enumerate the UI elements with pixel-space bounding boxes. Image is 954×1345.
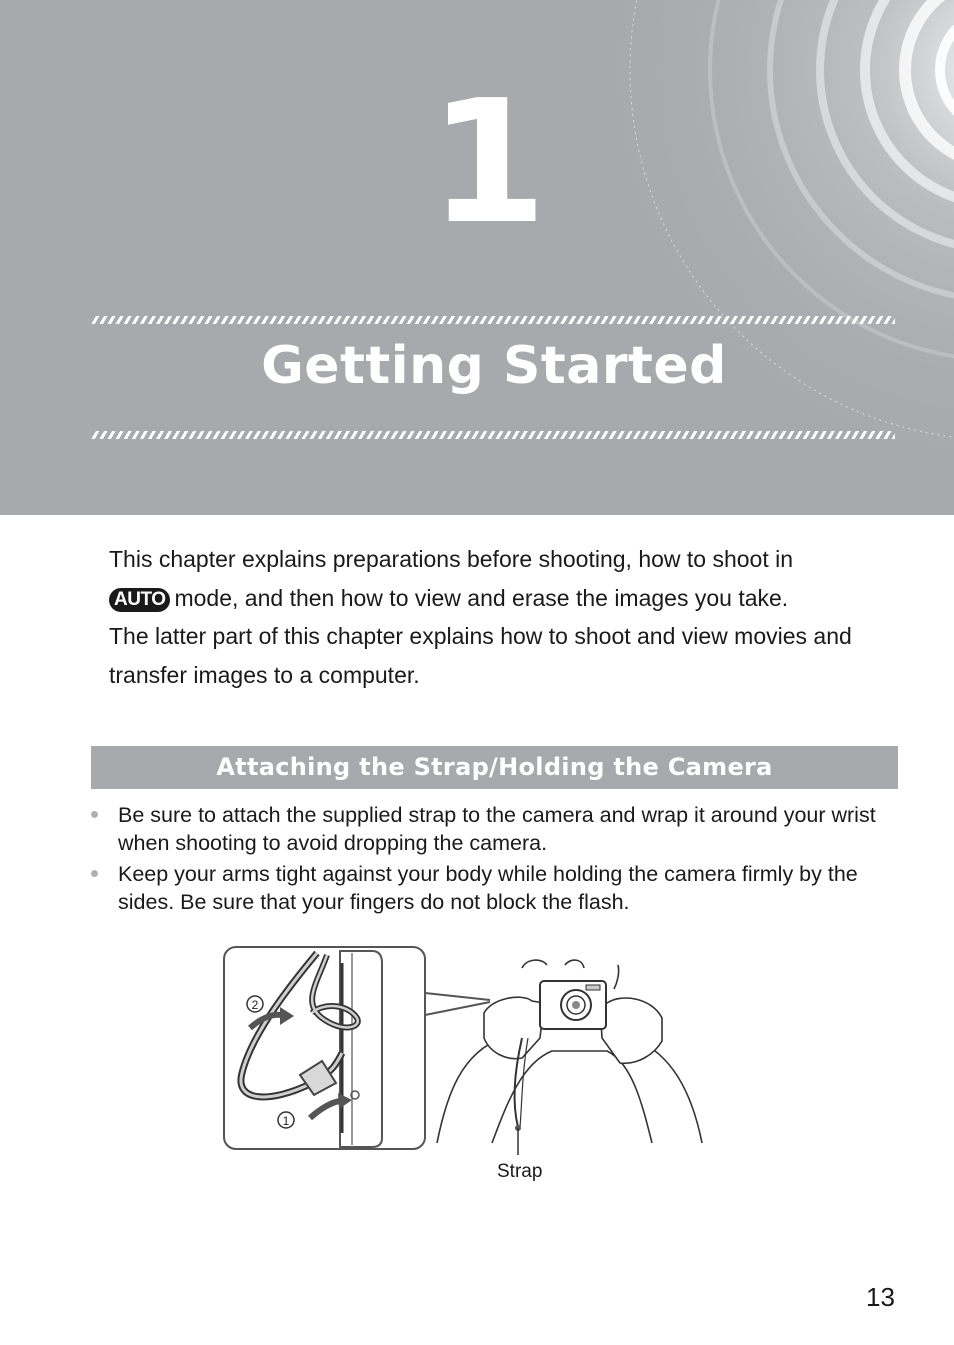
- chapter-banner: [0, 0, 954, 515]
- stripe-divider-bottom: [91, 431, 895, 439]
- intro-paragraph-2: The latter part of this chapter explains how to shoot and view movies and transfer images to a computer.: [109, 623, 852, 688]
- stripe-divider-top: [91, 316, 895, 324]
- step-2-label: 2: [251, 998, 259, 1012]
- page-number: 13: [866, 1282, 895, 1312]
- list-item: [91, 861, 901, 916]
- section-header: [91, 746, 898, 789]
- bullet-text: Be sure to attach the supplied strap to the camera and wrap it around your wrist when shooting to avoid dropping the camera.: [118, 803, 876, 855]
- auto-mode-icon: AUTO: [109, 588, 170, 612]
- chapter-intro: [109, 540, 909, 694]
- intro-line-2-text: mode, and then how to view and erase the images you take.: [174, 584, 789, 611]
- intro-line-1: This chapter explains preparations before shooting, how to shoot in: [109, 546, 794, 572]
- bullet-text: Keep your arms tight against your body while holding the camera firmly by the sides. Be sure that your fingers do not block the flash.: [118, 862, 858, 914]
- list-item: [91, 802, 901, 857]
- section-title: Attaching the Strap/Holding the Camera: [216, 753, 773, 781]
- chapter-number: 1: [428, 64, 548, 262]
- bullet-list: [91, 802, 901, 920]
- bullet-icon: [91, 870, 98, 877]
- bullet-icon: [91, 811, 98, 818]
- chapter-title: Getting Started: [261, 336, 727, 396]
- strap-illustration: [222, 943, 712, 1155]
- figure-caption: Strap: [497, 1161, 543, 1182]
- intro-line-2: [109, 579, 909, 618]
- step-1-label: 1: [282, 1114, 290, 1128]
